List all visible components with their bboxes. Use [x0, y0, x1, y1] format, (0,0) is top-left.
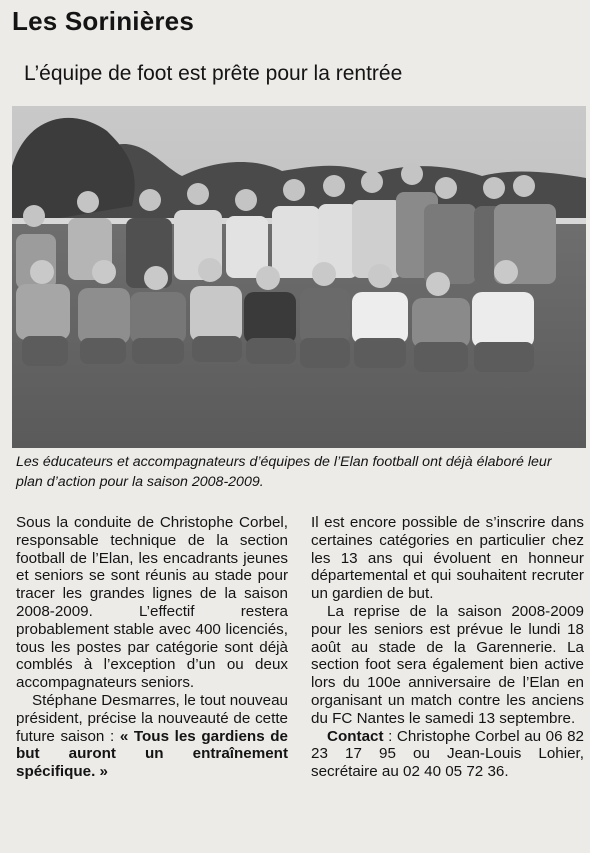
article-headline: L’équipe de foot est prête pour la rentrée [24, 62, 403, 85]
team-photo-illustration [12, 106, 586, 448]
contact-details: : Christophe Corbel au 06 82 23 17 95 ou Jean-Louis Lohier, secrétaire au 02 40 05 72 36. [311, 727, 584, 781]
goalkeeper-quote: « Tous les gardiens de but auront un entraînement spécifique. » [16, 727, 288, 781]
paragraph-president-start: Stéphane Desmarres, le tout nouveau président, précise la nouveauté de cette future saison : [16, 691, 288, 745]
town-title: Les Sorinières [12, 6, 194, 36]
article-column-right [311, 514, 584, 781]
team-photo [12, 106, 586, 448]
contact-label: Contact [327, 727, 384, 745]
paragraph-president [16, 692, 288, 781]
article-column-left [16, 514, 288, 781]
paragraph-registration: Il est encore possible de s’inscrire dans certaines catégories en particulier chez les 13 ans qui évoluent en honneur départemental et qui souhaitent recruter un gardien de but. [311, 514, 584, 603]
photo-caption: Les éducateurs et accompagnateurs d’équipes de l’Elan football ont déjà élaboré leur plan d’action pour la saison 2008-2009. [16, 454, 552, 490]
paragraph-contact [311, 728, 584, 781]
paragraph-season-start: La reprise de la saison 2008-2009 pour les seniors est prévue le lundi 18 août au stade de la Garennerie. La section foot sera également bien active lors du 100e anniversaire de l’Elan en organisant un match contre les anciens du FC Nantes le samedi 13 septembre. [311, 602, 584, 727]
paragraph-intro: Sous la conduite de Christophe Corbel, responsable technique de la section football de l’Elan, les encadrants jeunes et seniors se sont réunis au stade pour tracer les grandes lignes de la saison 2008-2009. L’effectif restera probablement stable avec 400 licenciés, tous les postes par catégorie sont déjà comblés à l’exception d’un ou deux accompagnateurs seniors. [16, 514, 288, 692]
